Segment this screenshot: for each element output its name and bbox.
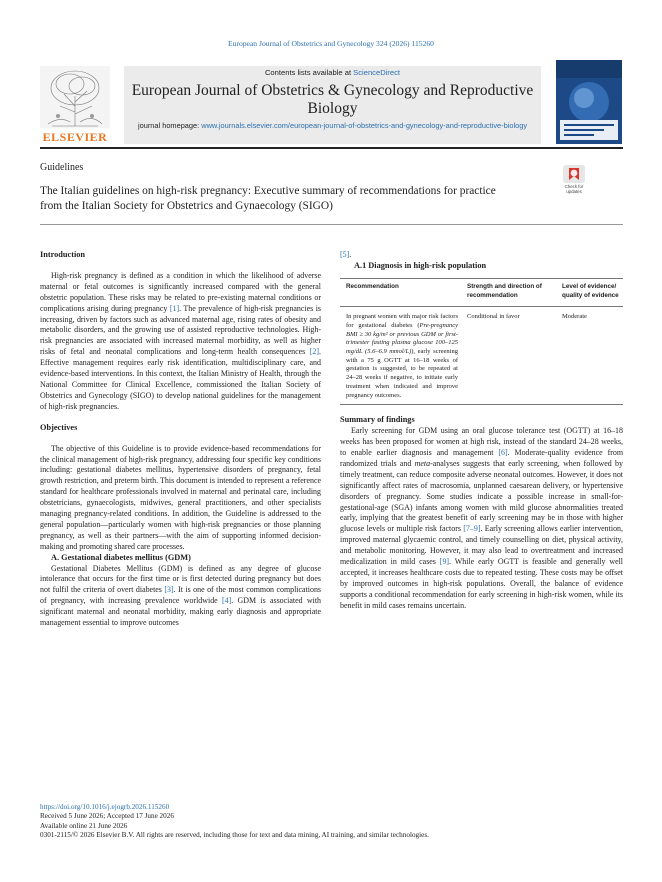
introduction-paragraph: High-risk pregnancy is defined as a condition in which the likelihood of adverse maternal or fetal outcomes is significantly increased compared with the general obstetric population. These risks may be related to pre-existing maternal conditions or complications arising during pregnancy [1]. The prevalence of high-risk pregnancies is increasing, driven by factors such as advanced maternal age, rising rates of obesity and metabolic disorders, and the growing use of assisted reproductive technologies. High-risk pregnancies are associated with increased maternal morbidity, as well as higher risks of fetal and neonatal complications and long-term health consequences [2]. Effective management requires early risk identification, multidisciplinary care, and evidence-based interventions. In this context, the Italian Ministry of Health, through the National Committee for Clinical Excellence, commissioned the Italian Society of Obstetrics and Gynecology (SIGO) to develop national guidelines for the management of high-risk pregnancies. [40, 270, 321, 411]
summary-heading: Summary of findings [340, 415, 415, 425]
badge-line-1: Check for [564, 184, 584, 189]
table-header-recommendation: Recommendation [346, 282, 399, 290]
recommendation-table [340, 278, 623, 405]
doi-link[interactable]: https://doi.org/10.1016/j.ejogrb.2026.115260 [40, 803, 170, 811]
ref-link[interactable]: [6] [498, 447, 508, 457]
ref-link[interactable]: [7–9] [463, 524, 481, 534]
gdm-paragraph: Gestational Diabetes Mellitus (GDM) is defined as any degree of glucose intolerance that occurs for the first time or is first detected during pregnancy but does not fulfil the criteria of overt diabetes [3]. It is one of the most common complications of pregnancy, with increasing prevalence worldwide [4]. GDM is associated with significant maternal and neonatal morbidity, making early diagnosis and appropriate management essential to improve outcomes [40, 563, 322, 628]
title-divider [40, 224, 623, 225]
masthead-divider [40, 147, 623, 149]
article-title: The Italian guidelines on high-risk pregnancy: Executive summary of recommendations for practice from the Italian Society for Obstetrics and Gynaecology (SIGO) [40, 185, 496, 212]
strength-cell: Conditional in favor [467, 313, 520, 321]
available-online: Available online 21 June 2026 [40, 821, 128, 830]
journal-homepage: journal homepage: www.journals.elsevier.com/european-journal-of-obstetrics-and-gynecology-and-reproductive-biology [137, 121, 528, 130]
introduction-heading: Introduction [40, 250, 86, 259]
check-for-updates-badge[interactable] [560, 165, 588, 195]
table-header-level: Level of evidence/ quality of evidence [562, 282, 619, 299]
journal-title: European Journal of Obstetrics & Gynecology and Reproductive Biology [131, 82, 534, 117]
table-header-strength: Strength and direction of recommendation [467, 282, 542, 299]
gdm-paragraph-continued: [5]. [340, 250, 352, 259]
copyright-notice: 0301-2115/© 2026 Elsevier B.V. All rights are reserved, including those for text and data mining, AI training, and similar technologies. [40, 831, 429, 840]
journal-citation[interactable]: European Journal of Obstetrics and Gynecology 324 (2026) 115260 [228, 39, 434, 48]
a1-heading: A.1 Diagnosis in high-risk population [354, 260, 487, 270]
ref-link[interactable]: [5] [340, 250, 350, 259]
table-row [340, 307, 623, 405]
contents-line: Contents lists available at ScienceDirect [264, 68, 401, 77]
received-dates: Received 5 June 2026; Accepted 17 June 2026 [40, 812, 174, 821]
objectives-heading: Objectives [40, 422, 78, 432]
article-footer [40, 803, 623, 841]
publisher-wordmark: ELSEVIER [42, 130, 108, 144]
ref-link[interactable]: [9] [439, 557, 450, 567]
left-column [40, 250, 321, 629]
ref-link[interactable]: [3] [164, 585, 174, 595]
objectives-paragraph: The objective of this Guideline is to provide evidence-based recommendations for the clinical management of high-risk pregnancy, addressing four specific key conditions including: gestational diabetes mellitus, hypertensive disorders of pregnancy, fetal growth restriction, and preterm birth. This document is intended to represent a reference standard for healthcare professionals involved in maternal and perinatal care, including obstetricians, gynaecologists, midwives, general practitioners, and other specialists managing pregnancy-related conditions. In addition, the Guideline is addressed to the general population—particularly women with high-risk pregnancies or those planning pregnancy, as well as their partners—with the aim of supporting informed decision-making and promoting shared care processes. [40, 443, 321, 551]
badge-line-2: updates [566, 189, 582, 194]
summary-paragraph: Early screening for GDM using an oral glucose tolerance test (OGTT) at 16–18 weeks has been proposed for women at high risk, instead of the standard 24–28 weeks, to enable earlier diagnosis and management [6]. Moderate-quality evidence from randomized trials and meta-analyses suggests that early screening, when followed by timely treatment, can reduce composite adverse neonatal outcomes. However, it does not significantly affect rates of macrosomia, unplanned caesarean delivery, or hypertensive disorders of pregnancy. Some studies indicate a possible increase in small-for-gestational-age (SGA) infants among women with mild glucose abnormalities treated early, implying that the greatest benefit of early screening may be in those with higher glucose levels or multiple risk factors [7–9]. Early screening allows earlier intervention, improved maternal glycaemic control, and timely counselling on diet, physical activity, and metabolic monitoring. However, it may also lead to overtreatment and increased medicalization in mild cases [9]. While early OGTT is feasible and generally well accepted, it increases healthcare costs due to repeated testing. These costs may be offset by improved outcomes in high-risk populations. Overall, the balance of evidence supports a conditional recommendation for early screening in high-risk women, while its benefit in mild cases remains uncertain. [340, 426, 623, 610]
journal-masthead [40, 66, 623, 144]
recommendation-cell: In pregnant women with major risk factors for gestational diabetes (Pre-pregnancy BMI ≥ 30 kg/m² or previous GDM or first-trimester fasting plasma glucose 100–125 mg/dL (5.6–6.9 mmol/L)), early screening with a 75 g OGTT at 16–18 weeks of gestation is suggested, to be repeated at 24–28 weeks if negative, to initiate early treatment when indicated and improve pregnancy outcomes. [346, 313, 458, 399]
masthead-info-box [124, 66, 541, 144]
sciencedirect-link[interactable]: ScienceDirect [353, 68, 401, 77]
gdm-heading: A. Gestational diabetes mellitus (GDM) [51, 552, 191, 562]
homepage-link[interactable]: www.journals.elsevier.com/european-journal-of-obstetrics-and-gynecology-and-reproductive-biology [201, 121, 528, 130]
journal-cover-icon [556, 60, 622, 144]
ref-link[interactable]: [4] [222, 596, 232, 606]
article-section-label: Guidelines [40, 162, 84, 173]
right-column [340, 250, 623, 612]
ref-link[interactable]: [2] [309, 347, 320, 357]
ref-link[interactable]: [1] [169, 303, 180, 313]
journal-cover-thumbnail [556, 60, 622, 144]
level-cell: Moderate [562, 313, 587, 321]
